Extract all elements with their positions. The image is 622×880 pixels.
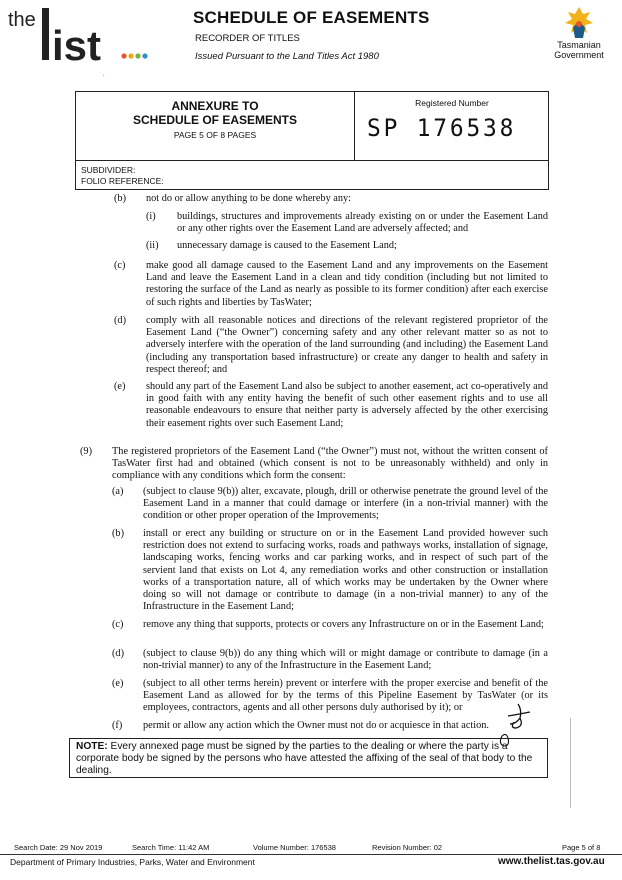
clause-label: (b): [112, 528, 125, 539]
government-label-line1: Tasmanian: [557, 40, 601, 50]
annexure-title-line1: ANNEXURE TO: [171, 99, 259, 113]
note-body: Every annexed page must be signed by the parties to the dealing or where the party is a corporate body be signed by the persons who have attested the affixing of the seal of that body to the dealing.: [76, 741, 533, 777]
clause-label: (d): [114, 315, 127, 326]
footer-department: Department of Primary Industries, Parks, Water and Environment: [10, 857, 255, 867]
footer-url-link[interactable]: www.thelist.tas.gov.au: [498, 856, 605, 867]
clause-label: (a): [112, 486, 124, 497]
clause-label: (f): [112, 720, 123, 731]
footer-revision-number: Revision Number: 02: [372, 843, 443, 852]
footer-rule: [0, 854, 622, 855]
margin-stroke: [570, 718, 571, 808]
annexure-divider-horizontal: [75, 160, 549, 161]
clause-label: (9): [80, 446, 93, 457]
document-title: SCHEDULE OF EASEMENTS: [193, 8, 430, 27]
document-act: Issued Pursuant to the Land Titles Act 1980: [195, 51, 379, 62]
note-text: [76, 741, 542, 778]
clause-label: (e): [114, 381, 126, 392]
clause-text: install or erect any building or structure on or in the Easement Land provided however such restriction does not extend to surfacing works, roads and pathways works, installation of signage, landscaping works, fencing works and car parking works, and in respect of such part of the servient land that exists on Lot 4, any remediation works and other construction or installation works of a transportation nature, all of which works may be undertaken by the Owner where doing so will not damage or contribute to damage (in a non-trivial manner) to any of the Infrastructure in the Easement Land;: [143, 528, 548, 613]
folio-reference-label: FOLIO REFERENCE:: [81, 176, 164, 186]
registered-number: SP 176538: [367, 114, 517, 142]
clause-text: (subject to all other terms herein) prevent or interfere with the proper exercise and benefit of the Easement Land as allowed for by the terms of this Pipeline Easement by TasWater (or its employees, contractors, agents and all other persons duly authorised by it); or: [143, 678, 548, 714]
subclause-text: unnecessary damage is caused to the Easement Land;: [177, 240, 397, 251]
footer-volume-number: Volume Number: 176538: [253, 843, 336, 852]
note-label: NOTE:: [76, 741, 108, 752]
clause-label: (c): [112, 619, 124, 630]
clause-text: remove any thing that supports, protects or covers any Infrastructure on or in the Easement Land;: [143, 619, 544, 630]
clause-text: The registered proprietors of the Easement Land (“the Owner”) must not, without the written consent of TasWater first had and obtained (which consent is not to be unreasonably withheld) and only in compliance with any conditions which form the consent:: [112, 446, 548, 482]
subclause-text: buildings, structures and improvements already existing on or under the Easement Land or any other rights over the Easement Land are adversely affected; and: [177, 211, 548, 235]
annexure-title-line2: SCHEDULE OF EASEMENTS: [132, 113, 297, 127]
clause-text: (subject to clause 9(b)) do any thing which will or might damage or contribute to damage (in a non-trivial manner) to any of the Infrastructure in the Easement Land;: [143, 648, 548, 672]
clause-text: (subject to clause 9(b)) alter, excavate, plough, drill or otherwise penetrate the ground level of the Easement Land in a manner that could damage or interfere (in a non-trivial manner) with the condition or other proper operation of the Improvements;: [143, 486, 548, 522]
clause-text: not do or allow anything to be done whereby any:: [146, 193, 352, 204]
clause-text: comply with all reasonable notices and directions of the relevant registered proprietor of the Easement Land (“the Owner”) concerning safety and any other relevant matter so as not to adversely interfere with the operation of the land surrounding (and including) the Easement Land (including any transportation based infrastructure) or create any danger to health and safety in respect thereof; and: [146, 315, 548, 375]
annexure-page-info: PAGE 5 OF 8 PAGES: [173, 130, 257, 140]
clause-text: make good all damage caused to the Easement Land and any improvements on the Easement Land and leave the Easement Land in a clean and tidy condition (including but not limited to restoring the surface of the Land as nearly as possible to its former condition) after each exercise of such rights and liberties by TasWater;: [146, 260, 548, 308]
clause-text: permit or allow any action which the Owner must not do or acquiesce in that action.: [143, 720, 489, 731]
clause-label: (b): [114, 193, 127, 204]
clause-label: (c): [114, 260, 126, 271]
margin-mark: ': [103, 73, 105, 82]
footer-page-number: Page 5 of 8: [562, 843, 601, 852]
registered-number-label: Registered Number: [415, 98, 489, 108]
subclause-label: (ii): [146, 240, 159, 251]
thelist-logo: [6, 4, 156, 64]
subclause-label: (i): [146, 211, 156, 222]
government-label-line2: Government: [554, 50, 604, 60]
footer-search-date: Search Date: 29 Nov 2019: [14, 843, 103, 852]
clause-text: should any part of the Easement Land also be subject to another easement, act co-operatively and in good faith with any entity having the benefit of such other easement rights and to use all reasonable endeavours to ensure that neither party is adversely affected by the other exercising their easement rights over such Easement Land;: [146, 381, 548, 429]
subdivider-label: SUBDIVIDER:: [81, 165, 136, 175]
svg-text:the: the: [8, 9, 36, 31]
clause-label: (e): [112, 678, 124, 689]
document-subtitle: RECORDER OF TITLES: [195, 33, 300, 44]
footer-search-time: Search Time: 11:42 AM: [132, 843, 210, 852]
svg-text:ist: ist: [52, 22, 102, 64]
clause-label: (d): [112, 648, 125, 659]
tasmanian-government-emblem-icon: [559, 4, 599, 42]
